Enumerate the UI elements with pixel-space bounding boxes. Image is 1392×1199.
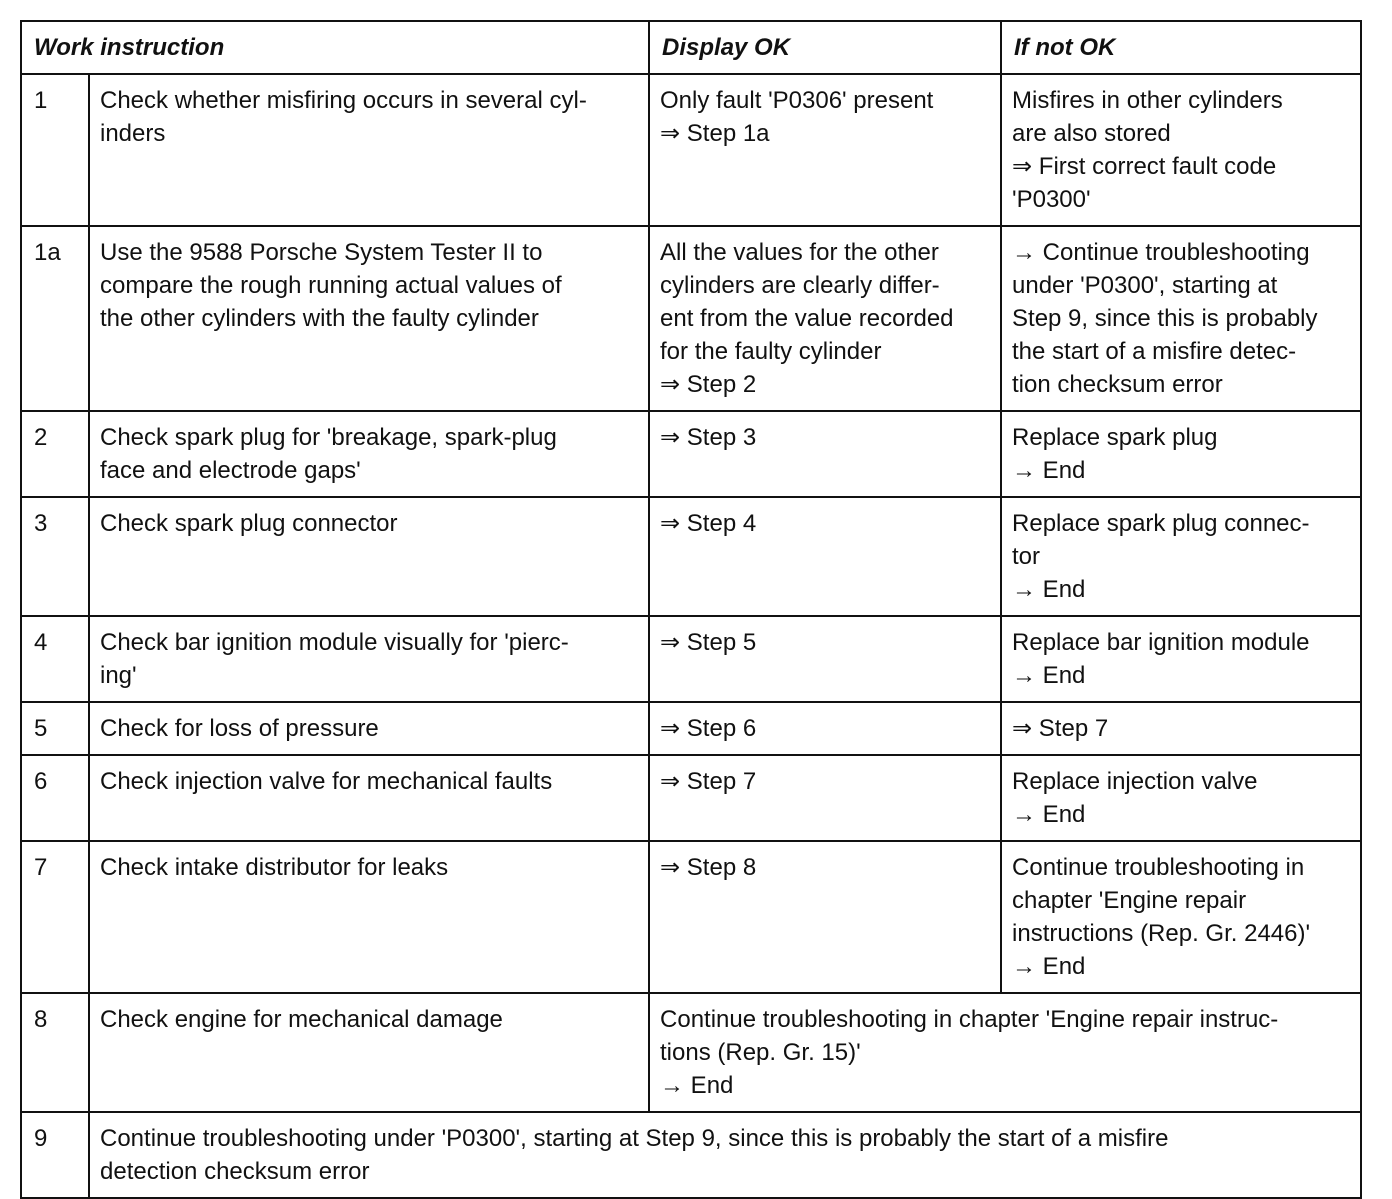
instruction-cell — [89, 616, 649, 702]
instruction-cell — [89, 411, 649, 497]
text-line: ⇒ Step 4 — [660, 510, 757, 537]
instruction-cell — [89, 74, 649, 226]
text-line: → End — [1012, 576, 1086, 603]
text-line: ⇒ Step 8 — [660, 854, 757, 881]
display-ok-cell — [649, 841, 1001, 993]
text-line: Continue troubleshooting under 'P0300', starting at Step 9, since this is probably the start of a misfire — [100, 1125, 1169, 1152]
text-line: All the values for the other — [660, 239, 939, 266]
text-line: face and electrode gaps' — [100, 457, 361, 484]
text-line: ⇒ Step 7 — [1012, 715, 1109, 742]
display-ok-cell — [649, 497, 1001, 616]
text-line: under 'P0300', starting at — [1012, 272, 1278, 299]
display-ok-cell — [649, 411, 1001, 497]
text-line: ent from the value recorded — [660, 305, 954, 332]
text-line: Only fault 'P0306' present — [660, 87, 934, 114]
instruction-cell — [89, 993, 649, 1112]
text-line: Replace bar ignition module — [1012, 629, 1310, 656]
text-line: Misfires in other cylinders — [1012, 87, 1283, 114]
table-row — [21, 74, 1361, 226]
instruction-cell — [89, 755, 649, 841]
table-row — [21, 702, 1361, 755]
header-work-instruction: Work instruction — [21, 21, 649, 74]
text-line: → Continue troubleshooting — [1012, 239, 1310, 266]
text-line: compare the rough running actual values of — [100, 272, 562, 299]
text-line: ⇒ Step 5 — [660, 629, 757, 656]
if-not-ok-cell — [1001, 226, 1361, 411]
text-line: tion checksum error — [1012, 371, 1223, 398]
table-row — [21, 755, 1361, 841]
instruction-cell — [89, 497, 649, 616]
text-line: Check spark plug for 'breakage, spark-plug — [100, 424, 557, 451]
text-line: chapter 'Engine repair — [1012, 887, 1247, 914]
if-not-ok-cell — [1001, 74, 1361, 226]
text-line: ⇒ Step 2 — [660, 371, 757, 398]
if-not-ok-cell — [1001, 841, 1361, 993]
text-line: for the faulty cylinder — [660, 338, 882, 365]
text-line: the other cylinders with the faulty cylinder — [100, 305, 539, 332]
text-line: ⇒ Step 1a — [660, 120, 770, 147]
instruction-cell — [89, 226, 649, 411]
text-line: Replace spark plug — [1012, 424, 1218, 451]
display-ok-cell — [649, 702, 1001, 755]
text-line: instructions (Rep. Gr. 2446)' — [1012, 920, 1311, 947]
instruction-cell — [89, 841, 649, 993]
text-line: Check whether misfiring occurs in several cyl- — [100, 87, 587, 114]
display-ok-cell — [649, 74, 1001, 226]
table-row — [21, 497, 1361, 616]
text-line: 'P0300' — [1012, 186, 1091, 213]
text-line: are also stored — [1012, 120, 1171, 147]
step-number: 7 — [21, 841, 89, 993]
table-row — [21, 993, 1361, 1112]
if-not-ok-cell — [1001, 702, 1361, 755]
text-line: → End — [1012, 801, 1086, 828]
text-line: Continue troubleshooting in chapter 'Engine repair instruc- — [660, 1006, 1279, 1033]
text-line: ⇒ Step 7 — [660, 768, 757, 795]
text-line: ⇒ First correct fault code — [1012, 153, 1277, 180]
table-row — [21, 1112, 1361, 1198]
display-ok-cell — [649, 755, 1001, 841]
text-line: ⇒ Step 6 — [660, 715, 757, 742]
step-number: 2 — [21, 411, 89, 497]
text-line: inders — [100, 120, 166, 147]
text-line: Check intake distributor for leaks — [100, 854, 449, 881]
text-line: Check spark plug connector — [100, 510, 398, 537]
text-line: → End — [1012, 662, 1086, 689]
if-not-ok-cell — [1001, 616, 1361, 702]
text-line: → End — [1012, 457, 1086, 484]
text-line: → End — [1012, 953, 1086, 980]
text-line: detection checksum error — [100, 1158, 370, 1185]
step-number: 1 — [21, 74, 89, 226]
text-line: Use the 9588 Porsche System Tester II to — [100, 239, 543, 266]
text-line: Check bar ignition module visually for 'pierc- — [100, 629, 569, 656]
step-number: 9 — [21, 1112, 89, 1198]
table-row — [21, 841, 1361, 993]
if-not-ok-cell — [1001, 497, 1361, 616]
text-line: Check engine for mechanical damage — [100, 1006, 503, 1033]
display-ok-cell — [649, 226, 1001, 411]
work-instruction-table — [20, 20, 1362, 1199]
merged-instruction-cell — [89, 1112, 1361, 1198]
step-number: 1a — [21, 226, 89, 411]
instruction-cell — [89, 702, 649, 755]
step-number: 4 — [21, 616, 89, 702]
text-line: cylinders are clearly differ- — [660, 272, 940, 299]
text-line: Replace spark plug connec- — [1012, 510, 1310, 537]
header-row — [21, 21, 1361, 74]
header-display-ok: Display OK — [649, 21, 1001, 74]
table-row — [21, 616, 1361, 702]
text-line: → End — [660, 1072, 734, 1099]
text-line: tor — [1012, 543, 1041, 570]
table-row — [21, 226, 1361, 411]
if-not-ok-cell — [1001, 411, 1361, 497]
text-line: Replace injection valve — [1012, 768, 1258, 795]
header-if-not-ok: If not OK — [1001, 21, 1361, 74]
text-line: ing' — [100, 662, 137, 689]
text-line: Check injection valve for mechanical faults — [100, 768, 553, 795]
display-ok-cell — [649, 616, 1001, 702]
text-line: Step 9, since this is probably — [1012, 305, 1318, 332]
text-line: ⇒ Step 3 — [660, 424, 757, 451]
step-number: 6 — [21, 755, 89, 841]
step-number: 5 — [21, 702, 89, 755]
merged-result-cell — [649, 993, 1361, 1112]
text-line: Continue troubleshooting in — [1012, 854, 1305, 881]
table-row — [21, 411, 1361, 497]
text-line: the start of a misfire detec- — [1012, 338, 1297, 365]
step-number: 3 — [21, 497, 89, 616]
step-number: 8 — [21, 993, 89, 1112]
text-line: Check for loss of pressure — [100, 715, 379, 742]
if-not-ok-cell — [1001, 755, 1361, 841]
text-line: tions (Rep. Gr. 15)' — [660, 1039, 861, 1066]
